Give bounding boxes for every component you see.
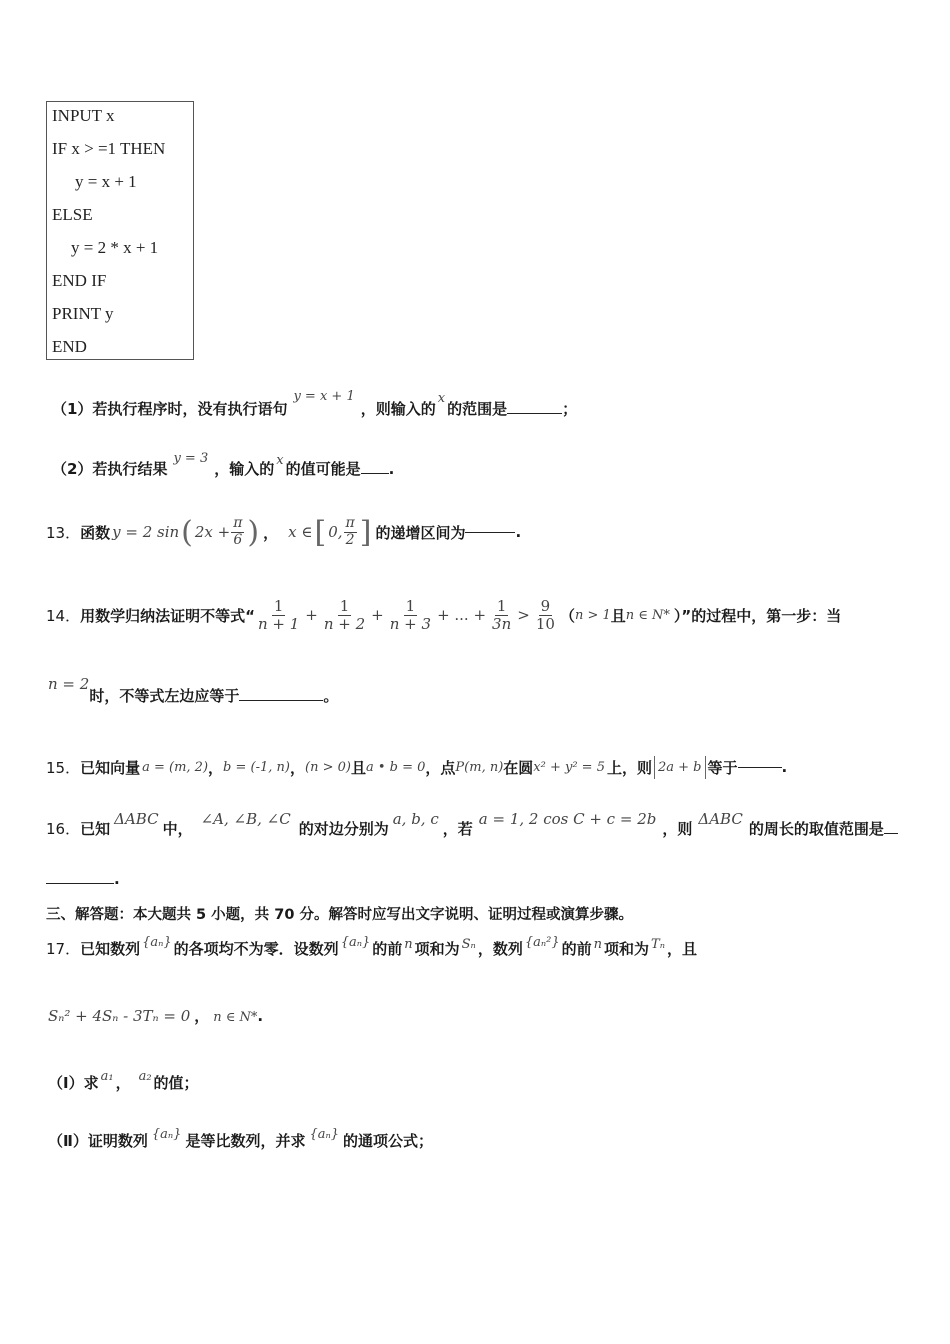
left-bracket: [ [314,514,327,550]
code-line: y = x + 1 [75,172,137,191]
vector-magnitude: 2a + b [654,756,706,779]
q12-part2: （2）若执行结果y = 3，输入的 x 的值可能是 . [52,451,395,478]
code-line: IF x > =1 THEN [52,139,166,158]
section-heading: 三、解答题：本大题共 5 小题，共 70 分。解答时应写出文字说明、证明过程或演算步骤。 [46,907,633,923]
fraction: $\frac{1}{n + 1}$ [257,597,300,633]
question-14-line2: n = 2时，不等式左边应等于 。 [48,675,339,705]
code-line: y = 2 * x + 1 [71,238,159,257]
code-line: PRINT y [52,304,114,323]
math-expression: y = x + 1 [293,389,355,404]
fraction: $\frac{9}{10}$ [535,597,555,633]
question-17-equation: Sₙ² + 4Sₙ - 3Tₙ = 0 ， n ∈ N*. [48,1007,264,1025]
answer-blank [884,832,898,834]
fraction: $\frac{1}{n + 3}$ [389,597,432,633]
code-line: END IF [52,271,107,290]
fraction: $\frac{1}{3n}$ [492,597,512,633]
q12-part1: （1）若执行程序时，没有执行语句y = x + 1，则输入的x的范围是 ； [52,389,578,418]
code-line: END [52,337,87,356]
code-line: INPUT x [52,106,115,125]
fraction: $\frac{1}{n + 2}$ [323,597,366,633]
question-17-part2: （Ⅱ）证明数列 {aₙ} 是等比数列，并求 {aₙ} 的通项公式； [48,1127,434,1150]
answer-blank [738,766,782,768]
fraction: $\frac{\pi}{2}$ [345,515,355,548]
question-17-part1: （Ⅰ）求 a₁ ， a₂ 的值； [48,1069,199,1092]
right-paren: ) [247,514,260,550]
question-16: 16．已知ΔABC中，∠A, ∠B, ∠C的对边分别为a, b, c，若a = 1, 2 cos C + c = 2b，则ΔABC的周长的取值范围是 [46,818,898,839]
answer-blank [507,412,562,414]
answer-blank [361,472,389,474]
math-var: x [276,453,284,468]
right-bracket: ] [359,514,372,550]
answer-blank [465,531,515,533]
math-var: x [437,391,446,406]
fraction: $\frac{\pi}{6}$ [233,515,243,548]
question-17: 17．已知数列 {aₙ} 的各项均不为零．设数列 {aₙ} 的前 n 项和为 Sₙ ，数列 {aₙ²} 的前 n 项和为 Tₙ ，且 [46,935,698,958]
program-code-box [46,101,194,360]
answer-blank [239,699,323,701]
answer-blank [46,882,114,884]
code-line: ELSE [52,205,93,224]
question-15: 15． 已知向量 a = (m, 2) ， b = (-1, n) ， (n > 0) 且 a • b = 0 ，点 P(m, n) 在圆 x² + y² = 5 上，则 2a + b 等于 . [46,752,787,782]
question-16-blank-line: . [46,870,120,888]
left-paren: ( [181,514,193,550]
math-expression: y = 3 [173,451,209,466]
question-13: 13． 函数 y = 2 sin ( 2x + $\frac{\pi}{6}$ ) ， x ∈ [ 0, $\frac{\pi}{2}$ ] 的递增区间为 . [46,514,522,550]
question-14: 14． 用数学归纳法证明不等式“ $\frac{1}{n + 1}$ + $\frac{1}{n + 2}$ + $\frac{1}{n + 3}$ + ... + $\frac{1}{3n}$ > $\frac{9}{10}$ （ n > 1 且 n ∈ N* ）”的过程中，第一步：当 [46,597,842,633]
